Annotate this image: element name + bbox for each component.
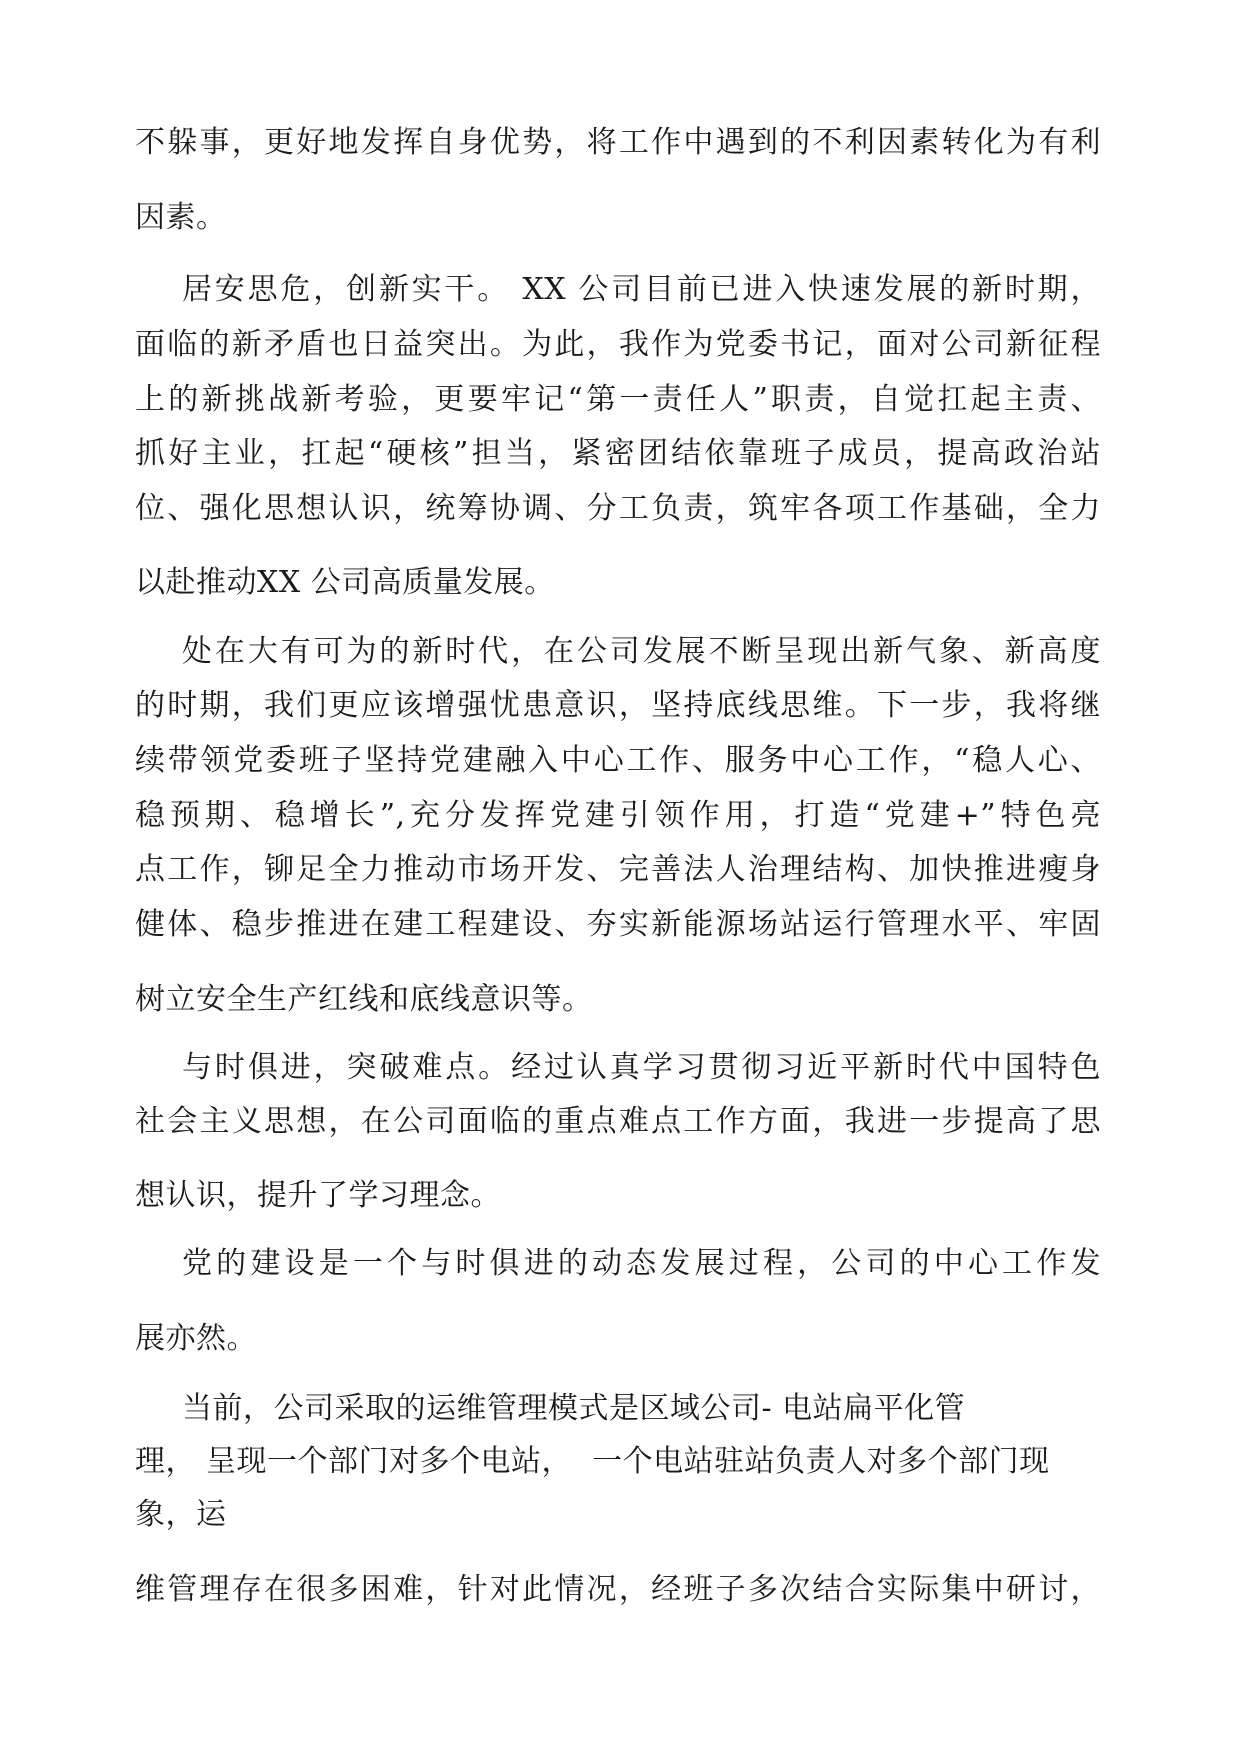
text-line: 社会主义思想，在公司面临的重点难点工作方面，我进一步提高了思 <box>135 1104 1101 1139</box>
text-line: 因素。 <box>135 200 227 235</box>
paragraph-start-line: 居安思危，创新实干。 XX 公司目前已进入快速发展的新时期， <box>182 272 1101 307</box>
text-line: 续带领党委班子坚持党建融入中心工作、服务中心工作，“稳人心、 <box>135 743 1101 778</box>
text-line: 点工作，铆足全力推动市场开发、完善法人治理结构、加快推进瘦身 <box>135 852 1101 887</box>
text-line: 树立安全生产红线和底线意识等。 <box>135 982 593 1017</box>
paragraph-start-line: 与时俱进，突破难点。经过认真学习贯彻习近平新时代中国特色 <box>182 1050 1101 1085</box>
text-line: 不躲事，更好地发挥自身优势，将工作中遇到的不利因素转化为有利 <box>135 125 1101 160</box>
paragraph-start-line: 当前，公司采取的运维管理模式是区域公司- 电站扁平化管 <box>182 1391 966 1426</box>
paragraph-start-line: 处在大有可为的新时代，在公司发展不断呈现出新气象、新高度 <box>182 634 1101 669</box>
text-line: 位、强化思想认识，统筹协调、分工负责，筑牢各项工作基础，全力 <box>135 491 1101 526</box>
text-line: 稳预期、稳增长”,充分发挥党建引领作用，打造“党建+”特色亮 <box>135 798 1101 833</box>
text-line: 健体、稳步推进在建工程建设、夯实新能源场站运行管理水平、牢固 <box>135 907 1101 942</box>
text-line: 抓好主业，扛起“硬核”担当，紧密团结依靠班子成员，提高政治站 <box>135 436 1101 471</box>
text-line: 展亦然。 <box>135 1321 257 1356</box>
paragraph-start-line: 党的建设是一个与时俱进的动态发展过程，公司的中心工作发 <box>182 1246 1101 1281</box>
text-line: 以赴推动XX 公司高质量发展。 <box>135 565 555 600</box>
text-line: 上的新挑战新考验，更要牢记“第一责任人”职责，自觉扛起主责、 <box>135 382 1101 417</box>
text-line: 面临的新矛盾也日益突出。为此，我作为党委书记，面对公司新征程 <box>135 327 1101 362</box>
text-line: 象，运 <box>135 1497 227 1532</box>
text-line: 的时期，我们更应该增强忧患意识，坚持底线思维。下一步，我将继 <box>135 688 1101 723</box>
text-line: 想认识，提升了学习理念。 <box>135 1178 501 1213</box>
text-line: 维管理存在很多困难，针对此情况，经班子多次结合实际集中研讨， <box>135 1572 1101 1607</box>
text-line: 理， 呈现一个部门对多个电站， 一个电站驻站负责人对多个部门现 <box>135 1444 1050 1479</box>
